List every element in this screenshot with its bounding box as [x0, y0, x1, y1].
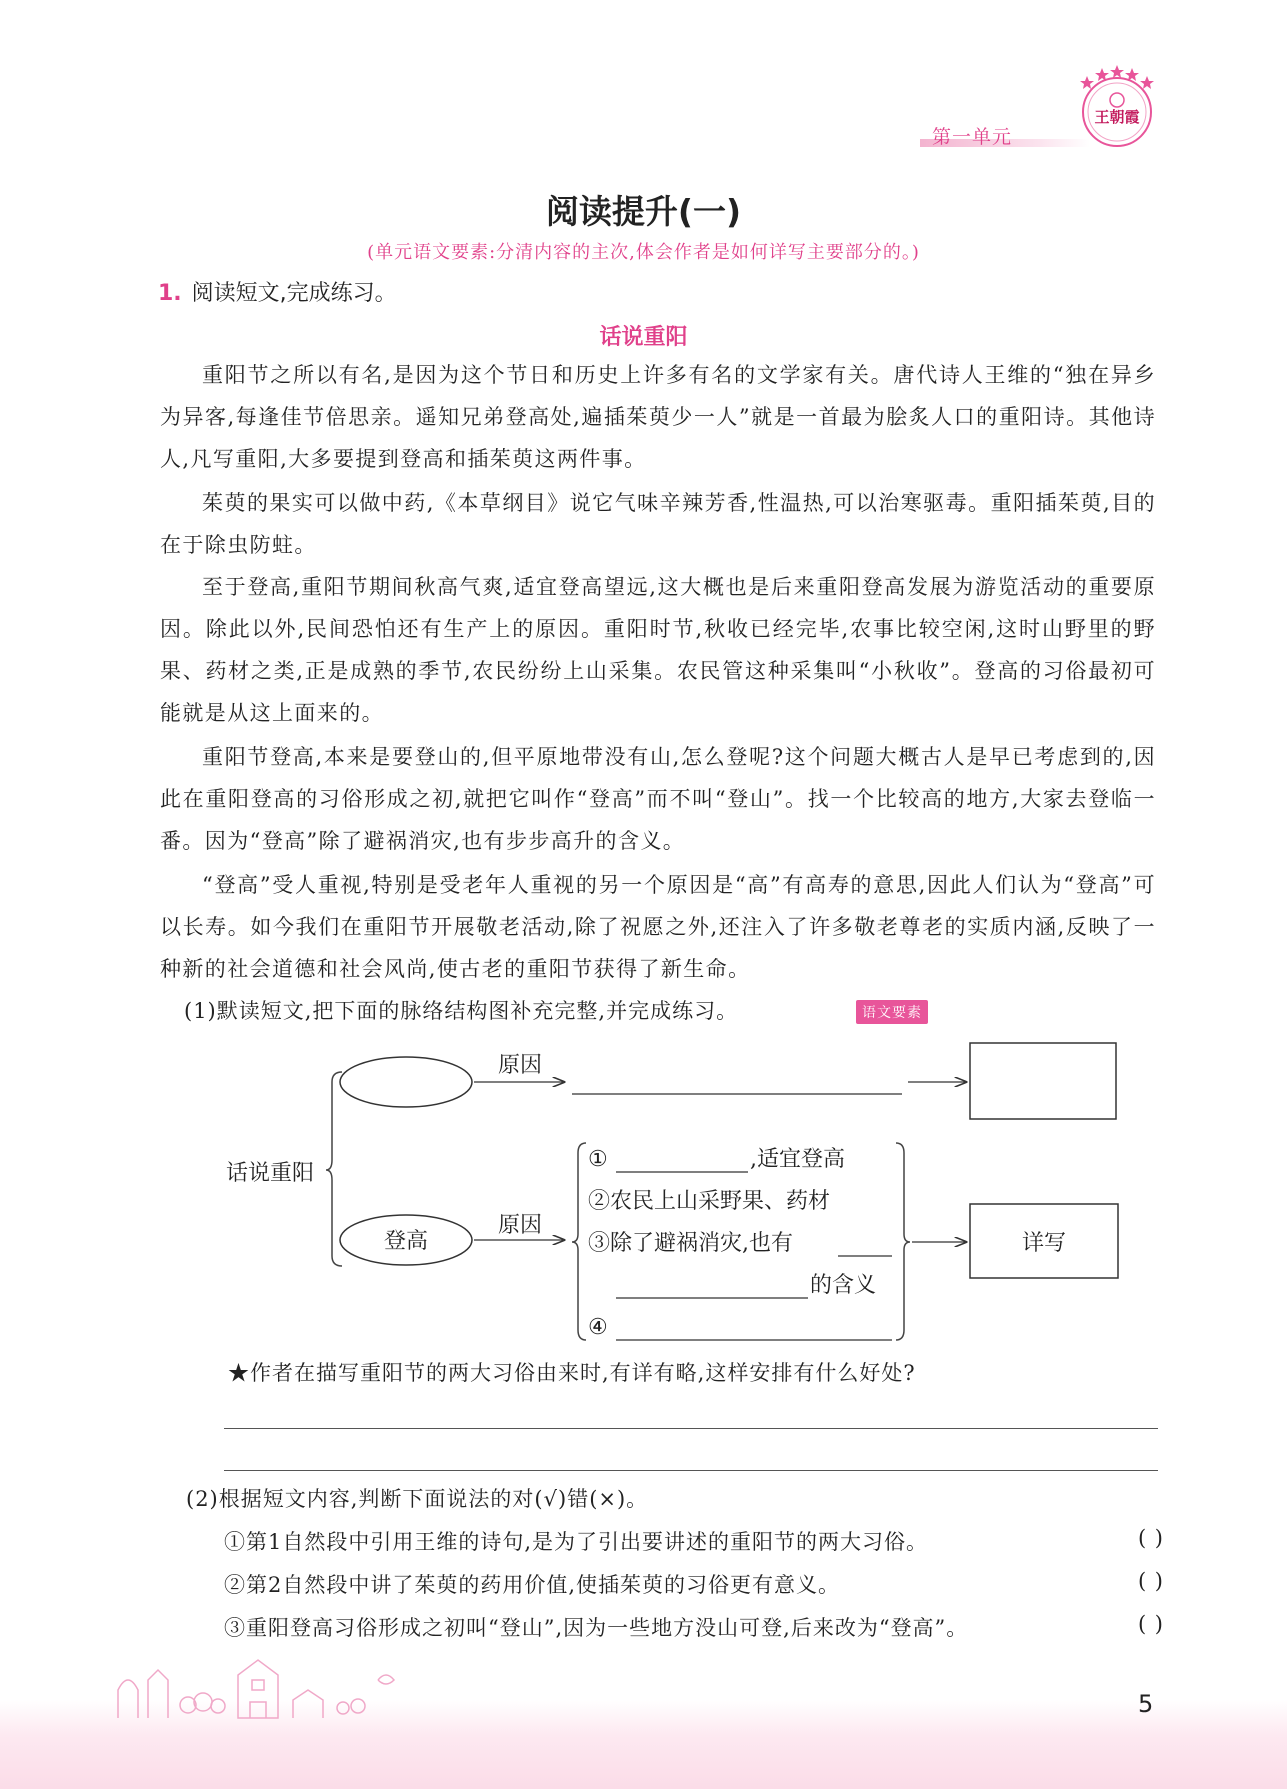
judge-item-text: ②第2自然段中讲了茱萸的药用价值,使插茱萸的习俗更有意义。 — [224, 1573, 841, 1597]
paragraph-2: 茱萸的果实可以做中药,《本草纲目》说它气味辛辣芳香,性温热,可以治寒驱毒。重阳插茱萸,目的在于除虫防蛀。 — [160, 491, 1156, 557]
judge-answer-paren[interactable]: ( ) — [1137, 1526, 1164, 1550]
article-title: 话说重阳 — [599, 325, 688, 350]
item1-number: ① — [588, 1147, 608, 1172]
top-ellipse-blank[interactable] — [340, 1057, 472, 1107]
diagram-root: 话说重阳 — [226, 1161, 315, 1186]
bottom-node-label: 登高 — [383, 1229, 429, 1254]
star-question: ★作者在描写重阳节的两大习俗由来时,有详有略,这样安排有什么好处? — [228, 1361, 916, 1385]
sub-question-1: (1)默读短文,把下面的脉络结构图补充完整,并完成练习。 — [184, 999, 739, 1023]
judge-item-3 — [224, 1612, 1164, 1642]
judge-answer-paren[interactable]: ( ) — [1137, 1569, 1164, 1593]
top-box-blank[interactable] — [970, 1043, 1116, 1119]
judge-item-text: ③重阳登高习俗形成之初叫“登山”,因为一些地方没山可登,后来改为“登高”。 — [224, 1616, 969, 1640]
item1-tail: ,适宜登高 — [750, 1147, 845, 1172]
item2-text: ②农民上山采野果、药材 — [588, 1189, 831, 1214]
root-brace — [326, 1072, 342, 1266]
castle-doodle-icon — [108, 1640, 428, 1720]
question-text: 阅读短文,完成练习。 — [191, 281, 397, 306]
page-subtitle: (单元语文要素:分清内容的主次,体会作者是如何详写主要部分的。) — [367, 242, 920, 263]
answer-line-1[interactable] — [224, 1428, 1158, 1429]
paragraph-1: 重阳节之所以有名,是因为这个节日和历史上许多有名的文学家有关。唐代诗人王维的“独在异乡为异客,每逢佳节倍思亲。遥知兄弟登高处,遍插茱萸少一人”就是一首最为脍炙人口的重阳诗。其他诗人,凡写重阳,大多要提到登高和插茱萸这两件事。 — [160, 363, 1156, 471]
sub-question-2: (2)根据短文内容,判断下面说法的对(√)错(×)。 — [186, 1487, 649, 1511]
detail-box-label: 详写 — [1021, 1231, 1067, 1256]
paragraph-3: 至于登高,重阳节期间秋高气爽,适宜登高望远,这大概也是后来重阳登高发展为游览活动的重要原因。除此以外,民间恐怕还有生产上的原因。重阳时节,秋收已经完毕,农事比较空闲,这时山野里的野果、药材之类,正是成熟的季节,农民纷纷上山采集。农民管这种采集叫“小秋收”。登高的习俗最初可能就是从这上面来的。 — [160, 575, 1156, 725]
paragraph-5: “登高”受人重视,特别是受老年人重视的另一个原因是“高”有高寿的意思,因此人们认为“登高”可以长寿。如今我们在重阳节开展敬老活动,除了祝愿之外,还注入了许多敬老尊老的实质内涵,反映了一种新的社会道德和社会风尚,使古老的重阳节获得了新生命。 — [160, 873, 1156, 981]
page-number: 5 — [1138, 1690, 1154, 1718]
reason-label-bottom: 原因 — [498, 1213, 543, 1238]
page-title: 阅读提升(一) — [545, 192, 742, 231]
logo-text: 王朝霞 — [1094, 108, 1140, 126]
judge-item-2 — [224, 1569, 1164, 1599]
unit-label: 第一单元 — [932, 126, 1013, 148]
reason-label-top: 原因 — [498, 1053, 543, 1078]
paragraph-4: 重阳节登高,本来是要登山的,但平原地带没有山,怎么登呢?这个问题大概古人是早已考虑到的,因此在重阳登高的习俗形成之初,就把它叫作“登高”而不叫“登山”。找一个比较高的地方,大家去登临一番。因为“登高”除了避祸消灾,也有步步高升的含义。 — [160, 745, 1156, 853]
answer-line-2[interactable] — [224, 1470, 1158, 1471]
judge-answer-paren[interactable]: ( ) — [1137, 1612, 1164, 1636]
judge-item-1 — [224, 1526, 1164, 1556]
question-number: 1. — [158, 281, 182, 306]
item4-number: ④ — [588, 1315, 608, 1340]
item3-head: ③除了避祸消灾,也有 — [588, 1231, 793, 1256]
element-tag: 语文要素 — [856, 1000, 928, 1024]
item3-tail: 的含义 — [810, 1273, 877, 1298]
judge-item-text: ①第1自然段中引用王维的诗句,是为了引出要讲述的重阳节的两大习俗。 — [224, 1530, 929, 1554]
